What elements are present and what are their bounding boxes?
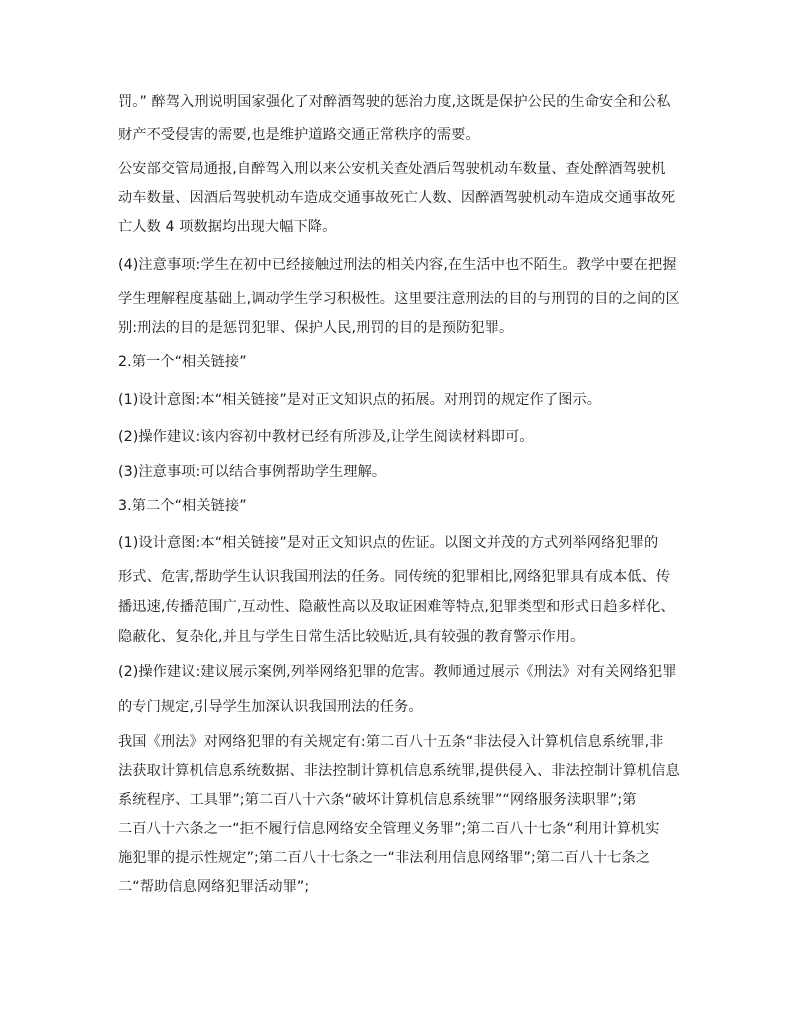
text-line: 别:刑法的目的是惩罚犯罪、保护人民,刑罚的目的是预防犯罪。 [118, 320, 514, 336]
text-line: 二“帮助信息网络犯罪活动罪”; [118, 879, 310, 895]
text-line: 我国《刑法》对网络犯罪的有关规定有:第二百八十五条“非法侵入计算机信息系统罪,非 [118, 734, 664, 750]
text-line: (3)注意事项:可以结合事例帮助学生理解。 [118, 464, 387, 480]
text-line: 施犯罪的提示性规定”;第二百八十七条之一“非法利用信息网络罪”;第二百八十七条之 [118, 850, 651, 866]
text-line: 公安部交管局通报,自醉驾入刑以来公安机关查处酒后驾驶机动车数量、查处醉酒驾驶机 [118, 161, 666, 177]
text-line: 系统程序、工具罪”;第二百八十六条“破坏计算机信息系统罪”“网络服务渎职罪”;第 [118, 792, 637, 808]
section-heading: 3.第二个“相关链接” [118, 498, 247, 514]
text-line: (1)设计意图:本“相关链接”是对正文知识点的佐证。以图文并茂的方式列举网络犯罪的 [118, 535, 659, 551]
text-line: 法获取计算机信息系统数据、非法控制计算机信息系统罪,提供侵入、非法控制计算机信息 [118, 763, 680, 779]
text-line: (1)设计意图:本“相关链接”是对正文知识点的拓展。对刑罚的规定作了图示。 [118, 392, 602, 408]
text-line: (2)操作建议:该内容初中教材已经有所涉及,让学生阅读材料即可。 [118, 429, 534, 445]
text-line: 播迅速,传播范围广,互动性、隐蔽性高以及取证困难等特点,犯罪类型和形式日趋多样化、 [118, 599, 675, 615]
text-line: 亡人数 4 项数据均出现大幅下降。 [118, 219, 337, 235]
text-line: 罚。” 醉驾入刑说明国家强化了对醉酒驾驶的惩治力度,这既是保护公民的生命安全和公私 [118, 94, 671, 110]
text-line: (4)注意事项:学生在初中已经接触过刑法的相关内容,在生活中也不陌生。教学中要在把握 [118, 257, 677, 273]
text-line: (2)操作建议:建议展示案例,列举网络犯罪的危害。教师通过展示《刑法》对有关网络犯罪 [118, 664, 677, 680]
text-line: 学生理解程度基础上,调动学生学习积极性。这里要注意刑法的目的与刑罚的目的之间的区 [118, 291, 680, 307]
text-line: 隐蔽化、复杂化,并且与学生日常生活比较贴近,具有较强的教育警示作用。 [118, 629, 585, 645]
text-line: 的专门规定,引导学生加深认识我国刑法的任务。 [118, 699, 423, 715]
text-line: 二百八十六条之一“拒不履行信息网络安全管理义务罪”;第二百八十七条“利用计算机实 [118, 821, 660, 837]
text-line: 动车数量、因酒后驾驶机动车造成交通事故死亡人数、因醉酒驾驶机动车造成交通事故死 [118, 190, 676, 206]
text-line: 形式、危害,帮助学生认识我国刑法的任务。同传统的犯罪相比,网络犯罪具有成本低、传 [118, 569, 671, 585]
section-heading: 2.第一个“相关链接” [118, 354, 247, 370]
text-line: 财产不受侵害的需要,也是维护道路交通正常秩序的需要。 [118, 127, 480, 143]
